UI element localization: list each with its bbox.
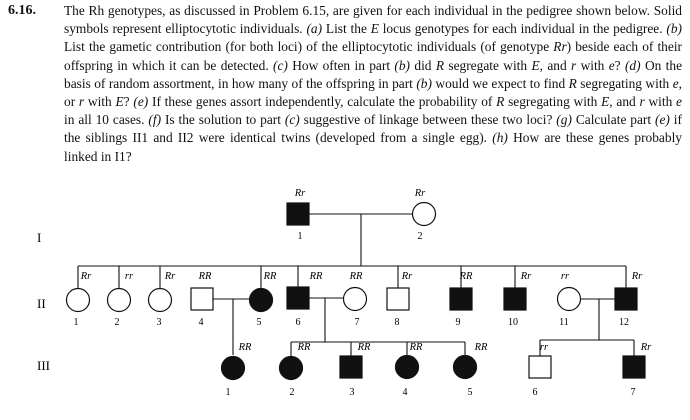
problem-text-segment: If these genes assort independently, calculate the probability of xyxy=(148,94,497,110)
individual-gen3-6 xyxy=(529,342,551,398)
genotype-label: Rr xyxy=(520,271,532,282)
problem-text-segment: e xyxy=(676,94,682,110)
problem-text-segment: On the basis of random assortment, in how many of the offspring in part xyxy=(64,57,683,91)
problem-text-segment: R xyxy=(568,75,577,91)
problem-text-segment: did xyxy=(410,57,436,73)
individual-number: 7 xyxy=(630,387,636,398)
individual-gen2-12 xyxy=(615,271,643,328)
genotype-label: rr xyxy=(539,342,549,353)
individual-gen3-3 xyxy=(340,342,371,398)
affected-female-circle xyxy=(222,357,245,380)
genotype-label: RR xyxy=(309,271,323,282)
unaffected-female-circle xyxy=(108,289,131,312)
individual-gen2-1 xyxy=(67,271,93,328)
problem-text-segment: r xyxy=(78,94,85,110)
problem-text-segment: How often in part xyxy=(287,57,395,73)
individual-number: 2 xyxy=(289,387,295,398)
unaffected-female-circle xyxy=(558,288,581,311)
individual-gen2-10 xyxy=(504,271,532,328)
unaffected-female-circle xyxy=(149,289,172,312)
individual-number: 5 xyxy=(467,387,473,398)
unaffected-female-circle xyxy=(67,289,90,312)
individual-number: 8 xyxy=(394,317,400,328)
individual-gen2-4 xyxy=(191,271,213,328)
problem-text-segment: r xyxy=(639,94,645,110)
individual-gen2-5 xyxy=(250,271,277,328)
individual-number: 1 xyxy=(297,231,303,242)
individual-number: 1 xyxy=(73,317,79,328)
problem-text-segment: Calculate part xyxy=(571,112,656,128)
problem-text-segment: The Rh genotypes, as discussed in Problem 6.15, are given for each individual in the pedigree shown below. Solid symbols represent elliptocytotic individuals. xyxy=(64,3,682,37)
problem-text-segment: locus genotypes for each individual in the pedigree. xyxy=(378,21,667,37)
problem-text-segment: (e) xyxy=(133,94,149,110)
affected-female-circle xyxy=(396,356,419,379)
problem-text-segment: (e) xyxy=(655,112,670,128)
unaffected-female-circle xyxy=(344,288,367,311)
affected-female-circle xyxy=(280,357,303,380)
individual-number: 7 xyxy=(354,317,360,328)
problem-text-segment: E xyxy=(115,94,124,110)
genotype-label: Rr xyxy=(631,271,643,282)
individual-gen2-6 xyxy=(287,271,323,328)
genotype-label: rr xyxy=(560,271,570,282)
genotype-label: RR xyxy=(349,271,363,282)
pedigree-individuals xyxy=(67,188,653,398)
genotype-label: RR xyxy=(297,342,311,353)
problem-text-segment: ? xyxy=(123,94,134,110)
genotype-label: RR xyxy=(409,342,423,353)
problem-text-segment: in all 10 cases. xyxy=(64,112,149,128)
individual-gen3-7 xyxy=(623,342,652,398)
individual-gen3-5 xyxy=(454,342,488,398)
individual-number: 2 xyxy=(114,317,120,328)
unaffected-male-square xyxy=(191,288,213,310)
individual-gen1-2 xyxy=(413,188,436,242)
problem-text-segment: (f) xyxy=(148,112,162,128)
problem-text-segment: ? xyxy=(614,57,625,73)
genotype-label: Rr xyxy=(294,188,306,199)
problem-text-segment: (b) xyxy=(666,21,683,37)
generation-label-1: I xyxy=(37,230,42,245)
generation-label-3: III xyxy=(37,358,50,373)
problem-text-segment: R xyxy=(435,57,445,73)
individual-number: 6 xyxy=(532,387,538,398)
affected-male-square xyxy=(615,288,637,310)
problem-text-segment: (a) xyxy=(306,21,323,37)
genotype-label: RR xyxy=(238,342,252,353)
problem-text-segment: (g) xyxy=(556,112,572,128)
problem-text-segment: segregating with xyxy=(576,75,673,91)
individual-gen3-1 xyxy=(222,342,252,398)
problem-text-segment: List the gametic contribution (for both loci) of the elliptocytotic individuals (of genotype xyxy=(64,39,554,55)
problem-text-segment: with xyxy=(84,94,116,110)
problem-text-segment: e xyxy=(672,75,679,91)
problem-text-segment: segregate with xyxy=(444,57,532,73)
genotype-label: RR xyxy=(459,271,473,282)
problem-text-segment: would we expect to find xyxy=(431,75,569,91)
problem-text-segment: (c) xyxy=(284,112,300,128)
individual-number: 4 xyxy=(402,387,408,398)
problem-text-segment: e xyxy=(608,57,615,73)
affected-male-square xyxy=(287,287,309,309)
problem-text-segment: ) beside each of their offspring in which it can be detected. xyxy=(64,39,683,73)
problem-text-segment: (b) xyxy=(416,75,432,91)
problem-text-segment: with xyxy=(644,94,677,110)
individual-gen2-11 xyxy=(558,271,581,328)
individual-number: 3 xyxy=(156,317,162,328)
individual-number: 12 xyxy=(619,317,629,328)
problem-text-segment: , and xyxy=(609,94,640,110)
problem-text-segment: List the xyxy=(322,21,371,37)
affected-male-square xyxy=(287,203,309,225)
affected-male-square xyxy=(504,288,526,310)
unaffected-male-square xyxy=(387,288,409,310)
problem-text-segment: R xyxy=(496,94,505,110)
genotype-label: Rr xyxy=(80,271,92,282)
problem-text-segment: (d) xyxy=(624,57,641,73)
genotype-label: Rr xyxy=(164,271,176,282)
problem-text-segment: E xyxy=(531,57,540,73)
individual-gen2-8 xyxy=(387,271,413,328)
genotype-label: RR xyxy=(474,342,488,353)
pedigree-lines xyxy=(78,214,634,357)
individual-gen3-2 xyxy=(280,342,311,398)
unaffected-male-square xyxy=(529,356,551,378)
individual-number: 4 xyxy=(198,317,204,328)
problem-text-segment: segregating with xyxy=(504,94,602,110)
affected-female-circle xyxy=(454,356,477,379)
individual-number: 6 xyxy=(295,317,301,328)
individual-number: 1 xyxy=(225,387,231,398)
genotype-label: RR xyxy=(357,342,371,353)
problem-number: 6.16. xyxy=(8,3,36,18)
problem-text-segment: E xyxy=(370,21,379,37)
genotype-label: RR xyxy=(263,271,277,282)
affected-male-square xyxy=(623,356,645,378)
individual-number: 5 xyxy=(256,317,262,328)
problem-text-segment: How are these genes probably linked in I1? xyxy=(64,130,682,164)
generation-label-2: II xyxy=(37,296,46,311)
individual-gen2-2 xyxy=(108,271,134,328)
problem-text-segment: (c) xyxy=(273,57,288,73)
individual-number: 2 xyxy=(417,231,423,242)
problem-text-segment: Rr xyxy=(553,39,567,55)
individual-gen2-3 xyxy=(149,271,177,328)
individual-gen2-7 xyxy=(344,271,367,328)
genotype-label: Rr xyxy=(414,188,426,199)
genotype-label: Rr xyxy=(401,271,413,282)
problem-text-segment: , and xyxy=(539,57,571,73)
problem-text-segment: , or xyxy=(64,75,682,110)
individual-number: 10 xyxy=(508,317,518,328)
genotype-label: rr xyxy=(124,271,134,282)
problem-text-segment: with xyxy=(576,57,609,73)
problem-text-segment: E xyxy=(601,94,610,110)
problem-text-segment: if the siblings II1 and II2 were identical twins (developed from a single egg). xyxy=(64,112,682,146)
individual-gen2-9 xyxy=(450,271,473,328)
affected-male-square xyxy=(340,356,362,378)
problem-text-segment: Is the solution to part xyxy=(161,112,285,128)
unaffected-female-circle xyxy=(413,203,436,226)
problem-text-segment: r xyxy=(571,57,577,73)
problem-text-segment: (h) xyxy=(492,130,508,146)
problem-text-segment: (b) xyxy=(394,57,411,73)
individual-gen3-4 xyxy=(396,342,423,398)
genotype-label: RR xyxy=(198,271,212,282)
individual-number: 9 xyxy=(455,317,461,328)
problem-text-segment: suggestive of linkage between these two loci? xyxy=(299,112,557,128)
affected-female-circle xyxy=(250,289,273,312)
individual-number: 11 xyxy=(559,317,569,328)
individual-gen1-1 xyxy=(287,188,309,242)
individual-number: 3 xyxy=(349,387,355,398)
genotype-label: Rr xyxy=(640,342,652,353)
affected-male-square xyxy=(450,288,472,310)
